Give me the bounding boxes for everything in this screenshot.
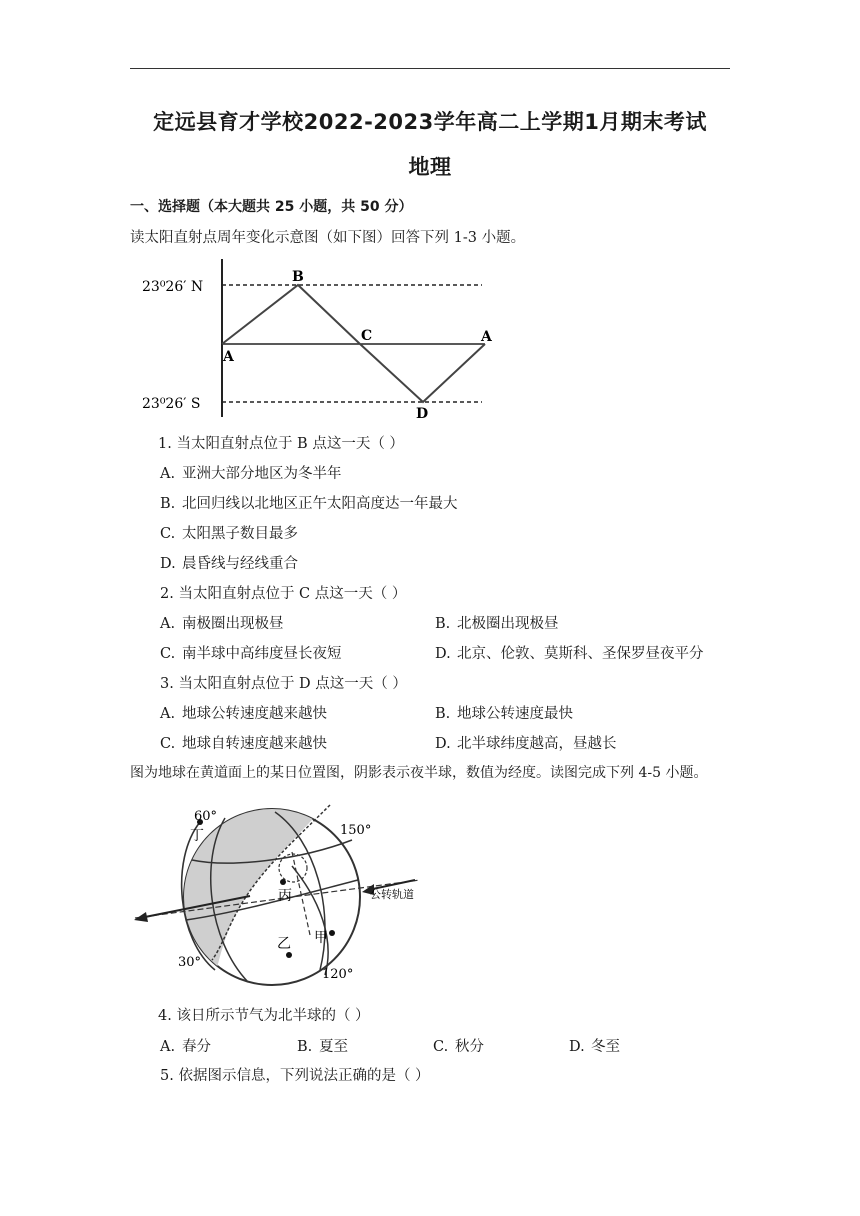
option-key: A. — [160, 466, 176, 482]
option-key: D. — [435, 736, 451, 752]
question-4-stem: 4. 该日所示节气为北半球的（ ） — [158, 1008, 370, 1024]
option-text: 地球公转速度越来越快 — [182, 706, 327, 722]
question-1-option-b — [160, 492, 458, 513]
question-2-option-b — [435, 612, 559, 633]
point-a-right: A — [481, 329, 492, 345]
header-rule — [130, 68, 730, 69]
option-key: A. — [160, 616, 176, 632]
option-key: A. — [160, 1039, 176, 1055]
lat-label-north: 23⁰26′ N — [142, 279, 204, 295]
orbit-label: 公转轨道 — [370, 888, 414, 901]
question-3-option-a — [160, 702, 327, 723]
question-2-stem: 2. 当太阳直射点位于 C 点这一天（ ） — [160, 586, 407, 602]
intro-text-1: 读太阳直射点周年变化示意图（如下图）回答下列 1-3 小题。 — [130, 230, 526, 246]
option-key: C. — [160, 736, 176, 752]
option-key: A. — [160, 706, 176, 722]
label-60: 60° — [194, 809, 218, 824]
point-bing — [280, 879, 286, 885]
exam-subject: 地理 — [408, 155, 452, 179]
label-30: 30° — [178, 955, 202, 970]
option-key: C. — [160, 526, 176, 542]
point-b: B — [292, 269, 304, 285]
option-text: 夏至 — [319, 1039, 348, 1055]
point-a-left: A — [223, 349, 234, 365]
option-text: 太阳黑子数目最多 — [182, 526, 298, 542]
option-text: 晨昏线与经线重合 — [182, 556, 298, 572]
question-4-option-b — [297, 1035, 348, 1056]
option-text: 秋分 — [455, 1039, 484, 1055]
question-5-stem: 5. 依据图示信息，下列说法正确的是（ ） — [160, 1068, 430, 1084]
label-150: 150° — [340, 823, 372, 838]
arrow-head-left — [134, 912, 148, 922]
option-text: 北回归线以北地区正午太阳高度达一年最大 — [182, 496, 458, 512]
point-yi — [286, 952, 292, 958]
earth-orbit-diagram — [130, 800, 440, 995]
intro-text-2: 图为地球在黄道面上的某日位置图，阴影表示夜半球，数值为经度。读图完成下列 4-5 小题。 — [130, 765, 708, 781]
option-key: B. — [435, 616, 451, 632]
point-d: D — [416, 406, 429, 422]
label-bing: 丙 — [278, 888, 292, 904]
option-key: C. — [160, 646, 176, 662]
option-text: 地球公转速度最快 — [457, 706, 573, 722]
question-2-option-a — [160, 612, 284, 633]
question-4-option-c — [433, 1035, 484, 1056]
option-text: 北极圈出现极昼 — [457, 616, 559, 632]
option-text: 北京、伦敦、莫斯科、圣保罗昼夜平分 — [457, 646, 704, 662]
question-3-stem: 3. 当太阳直射点位于 D 点这一天（ ） — [160, 676, 407, 692]
point-jia — [329, 930, 335, 936]
question-1-option-d — [160, 552, 298, 573]
question-1-option-a — [160, 462, 342, 483]
subsolar-point-diagram — [130, 255, 510, 425]
option-text: 亚洲大部分地区为冬半年 — [182, 466, 342, 482]
question-2-option-d — [435, 642, 704, 663]
label-120: 120° — [322, 967, 354, 982]
exam-title: 定远县育才学校2022-2023学年高二上学期1月期末考试 — [153, 110, 707, 134]
option-text: 冬至 — [591, 1039, 620, 1055]
option-key: B. — [297, 1039, 313, 1055]
option-text: 南半球中高纬度昼长夜短 — [182, 646, 342, 662]
question-4-option-a — [160, 1035, 211, 1056]
option-text: 春分 — [182, 1039, 211, 1055]
section-heading: 一、选择题（本大题共 25 小题，共 50 分） — [130, 199, 413, 215]
option-key: D. — [160, 556, 176, 572]
option-key: D. — [569, 1039, 585, 1055]
point-c: C — [361, 328, 373, 344]
question-3-option-d — [435, 732, 617, 753]
label-jia: 甲 — [314, 930, 328, 946]
option-text: 北半球纬度越高，昼越长 — [457, 736, 617, 752]
question-3-option-b — [435, 702, 573, 723]
option-key: D. — [435, 646, 451, 662]
option-text: 南极圈出现极昼 — [182, 616, 284, 632]
option-text: 地球自转速度越来越快 — [182, 736, 327, 752]
label-yi: 乙 — [277, 936, 291, 952]
question-1-stem: 1. 当太阳直射点位于 B 点这一天（ ） — [158, 436, 404, 452]
question-2-option-c — [160, 642, 342, 663]
question-1-option-c — [160, 522, 298, 543]
label-ding: 丁 — [190, 828, 204, 844]
option-key: C. — [433, 1039, 449, 1055]
question-4-option-d — [569, 1035, 620, 1056]
question-3-option-c — [160, 732, 327, 753]
option-key: B. — [160, 496, 176, 512]
lat-label-south: 23⁰26′ S — [142, 396, 201, 412]
option-key: B. — [435, 706, 451, 722]
